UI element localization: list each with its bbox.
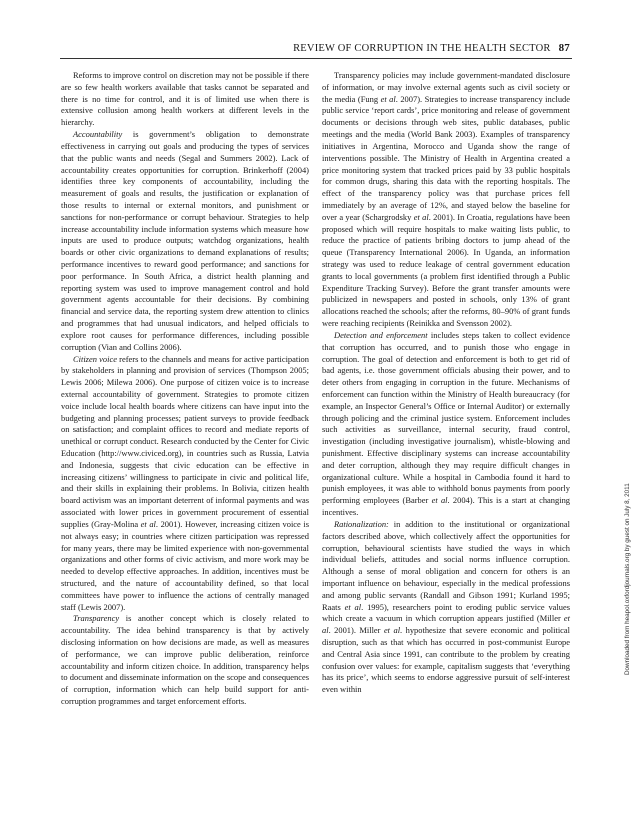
right-column — [322, 70, 570, 696]
page-number: 87 — [558, 42, 570, 54]
left-column — [61, 70, 309, 708]
et-al: et al — [140, 518, 156, 529]
et-al: et al — [344, 601, 362, 612]
paragraph-text: Reforms to improve control on discretion may not be possible if there are so few health workers available that tasks cannot be separated and there is no time for control, and it is of limited use when there is extensive collusion among health workers at different levels in the hierarchy. — [61, 70, 309, 128]
paragraph-transparency — [61, 613, 309, 708]
paragraph-accountability — [61, 129, 309, 353]
et-al: et al — [380, 93, 396, 104]
paragraph-text: Transparency policies may include government-mandated disclosure of information, or may involve external agents such as civil society or the media (Fung — [322, 70, 570, 104]
term-rationalization: Rationalization: — [334, 518, 389, 529]
et-al: et al — [322, 613, 570, 636]
paragraph-text: is another concept which is closely related to accountability. The idea behind transparency is that by actively disclosing information on how decisions are made, as well as measures of performance, we can improve public deliberation, reinforce accountability and inform citizen choice. In addition, transparency helps to document and disseminate information on the scope and consequences of corruption, information which can help build support for anti-corruption programmes and target enforcement efforts. — [61, 613, 309, 707]
term-accountability: Accountability — [73, 129, 123, 140]
et-al: et al — [383, 625, 401, 636]
paragraph-text: . hypothesize that severe economic and political disruption, such as that which has occurred in post-communist Europe and Central Asia since 1991, can contribute to the problem by creating confusion over values: for example, capitalism suggests that ‘everything has its price’, which seems to endorse aggressive pursuit of self-interest even within — [322, 625, 570, 695]
term-transparency: Transparency — [73, 613, 120, 624]
term-detection-enforcement: Detection and enforcement — [334, 329, 428, 340]
download-watermark — [614, 160, 631, 680]
paragraph-text: refers to the channels and means for active participation by stakeholders in planning and provision of services (Thompson 2005; Lewis 2006; Milewa 2006). One purpose of citizen voice is to increase external accountability of government. Strategies to promote citizen voice include local health boards where citizens can have input into the budgeting and planning processes; patient surveys to provide feedback on satisfaction; and complaint offices to record and mediate reports of unethical or corrupt conduct. Research conducted by the Center for Civic Education (http://www.civiced.org), in countries such as Russia, Latvia and Indonesia, suggests that civic education can be effective in increasing citizens’ willingness to participate in civic and political life, and their skills in explaining their problems. In Bolivia, citizen health board activism was an important deterrent of informal payments and was associated with lower prices in government procurement of essential supplies (Gray-Molina — [61, 353, 309, 529]
paragraph-text: . 2001). Miller — [328, 625, 384, 636]
header-rule — [60, 58, 572, 59]
paragraph-text: includes steps taken to collect evidence that corruption has occurred, and to punish those who engage in corruption. The goal of detection and enforcement is both to get rid of bad agents, i.e. those government officials abusing their power, and to deter others from engaging in corruption in the future. Mechanisms of enforcement can function within the Ministry of Health bureaucracy (for example, an Inspector General’s Office or Internal Auditor) or externally through policing and the criminal justice system. Enforcement includes such activities as surveillance, internal security, fraud control, investigation (including investigative journalism), whistle-blowing and punishment. Effective disciplinary systems can increase accountability and deter corruption, although they may require difficult changes in organizational culture. While a hospital in Cambodia found it hard to punish employees, it was able to withhold bonus payments from poorly performing employees (Barber — [322, 329, 571, 506]
paragraph-text: is government’s obligation to demonstrate effectiveness in carrying out goals and producing the types of services that the public wants and needs (Segal and Summers 2002). Lack of accountability creates opportunities for corruption. Brinkerhoff (2004) identifies three key components of accountability, including the measurement of goals and results, the justification or explanation of those results to internal or external monitors, and punishment or sanctions for non-performance or corrupt behaviour. Strategies to help increase accountability include information systems which measure how inputs are used to produce outputs; watchdog organizations, health boards or other civic organizations to demand explanations of results; performance incentives to reward good performance; and sanctions for poor performance. In South Africa, a district health planning and reporting system was used to improve management control and hold government agents accountable for their decisions. By combining financial and service data, the reporting system drew attention to clinics and programmes that had unusual indicators, and helped officials to explore root causes for performance differences, including possible corruption (Vian and Collins 2006). — [61, 129, 309, 352]
paragraph-text: . 2007). Strategies to increase transparency include public service ‘report cards’, price monitoring and release of government documents or decisions through web sites, public databases, public meetings and the media (World Bank 2003). Examples of transparency initiatives in Argentina, Morocco and Uganda show the range of interventions possible. The Ministry of Health in Argentina created a price monitoring system that tracked prices paid by 33 public hospitals for common drugs, sharing this data with the reporting hospitals. The effect of the transparency policy was that purchase prices fell immediately by an average of 12%, and stayed below the baseline for over a year (Schargrodsky — [322, 93, 571, 222]
running-title: REVIEW OF CORRUPTION IN THE HEALTH SECTOR — [293, 43, 551, 54]
download-notice: Downloaded from heapol.oxfordjournals.org by guest on July 8, 2011 — [624, 483, 631, 675]
paragraph-detection-enforcement — [322, 330, 570, 519]
et-al: et al — [431, 495, 448, 506]
et-al: et al — [413, 211, 429, 222]
paragraph-text: . 2004). This is a start at changing incentives. — [322, 495, 571, 518]
paragraph-rationalization — [322, 519, 570, 696]
paragraph-text: . 2001). In Croatia, regulations have been proposed which will require hospitals to make waiting lists public, to reduce the practice of patients bribing doctors to jump ahead of the queue (Transparency International 2006). In Uganda, an information strategy was used to reduce leakage of central government education grants to local governments (a problem first identified through a Public Expenditure Tracking Survey). Before the grant transfer amounts were publicized in newspapers and posted in schools, only 13% of grant allocations reached the schools; after the reforms, 80–90% of grant funds were reaching recipients (Reinikka and Svensson 2002). — [322, 211, 570, 329]
paragraph-discretion — [61, 70, 309, 129]
paragraph-text: in addition to the institutional or organizational factors described above, which collectively affect the opportunities for corruption, behavioural scientists have studied the ways in which individual beliefs, attitudes and social norms influence corruption. Although a sense of moral obligation and concern for others is an important influence on behaviour, especially in the medical professions and among public servants (Randall and Gibson 1991; Kurland 1995; Raats — [322, 518, 570, 612]
running-header — [0, 42, 570, 54]
paragraph-citizen-voice — [61, 354, 309, 614]
paragraph-text: . 1995), researchers point to eroding public service values which create a vacuum in which corruption appears justified (Miller — [322, 601, 571, 624]
paragraph-text: . 2001). However, increasing citizen voice is not always easy; in countries where citizen participation was repressed for many years, there may be limited experience with non-governmental organizations and other forms of civic activism, and more work may be needed to develop effective approaches. In addition, incentives must be structured, and the nature of accountability defined, so that local committees have power to influence the actions of centrally managed staff (Lewis 2007). — [61, 518, 309, 612]
term-citizen-voice: Citizen voice — [73, 353, 117, 364]
paragraph-transparency-policies — [322, 70, 570, 330]
